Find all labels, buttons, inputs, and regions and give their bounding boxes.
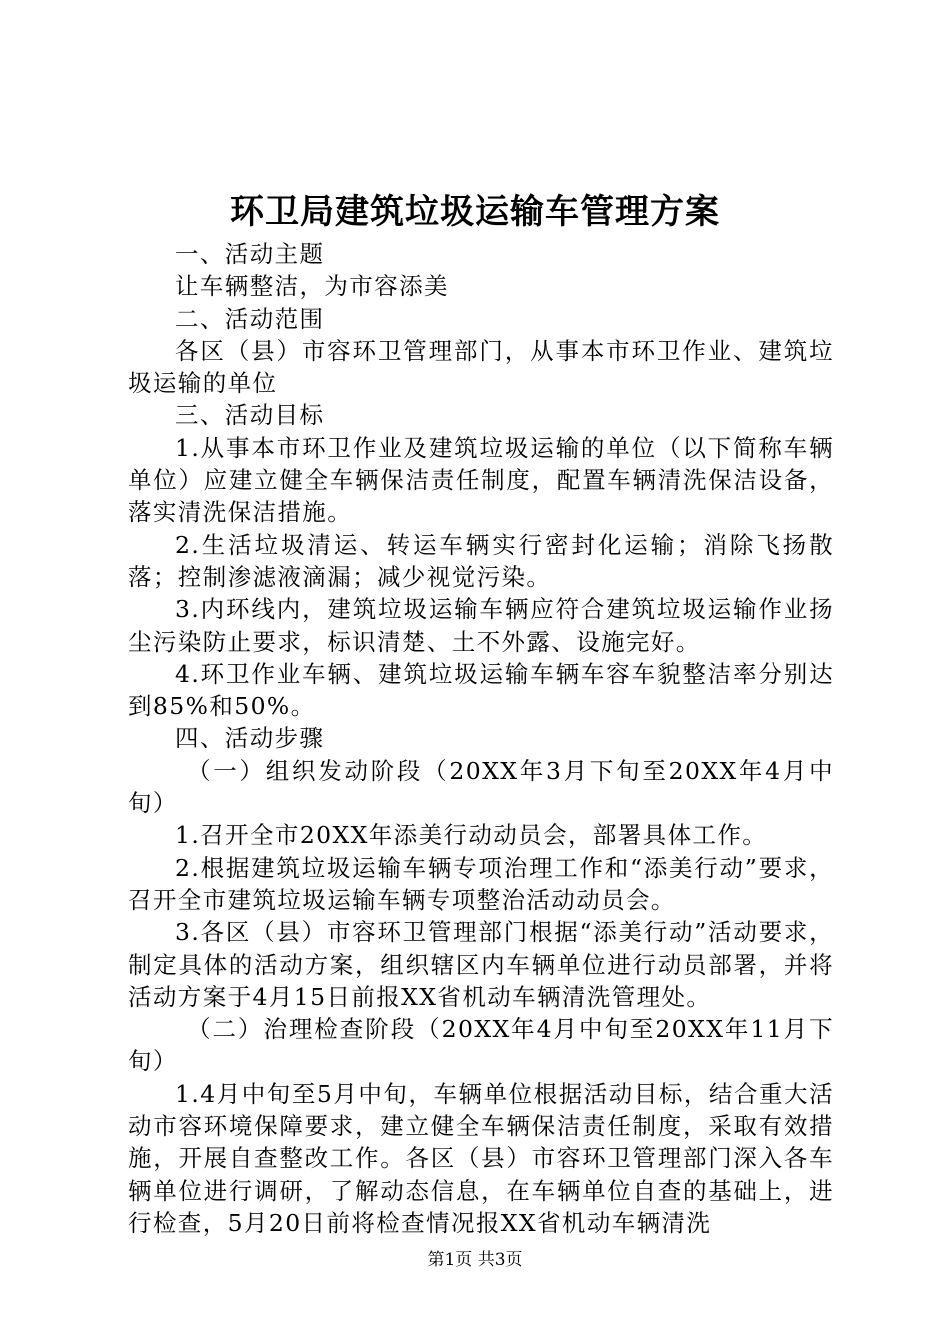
subsection-heading: （二）治理检查阶段（20XX年4月中旬至20XX年11月下旬） — [128, 1015, 834, 1076]
document-body — [128, 238, 834, 1239]
section-heading: 一、活动主题 — [175, 240, 325, 268]
paragraph: 2.根据建筑垃圾运输车辆专项治理工作和“添美行动”要求，召开全市建筑垃圾运输车辆专项整治活动动员会。 — [128, 853, 834, 914]
paragraph: 各区（县）市容环卫管理部门，从事本市环卫作业、建筑垃圾运输的单位 — [128, 336, 834, 398]
page-footer: 第1页 共3页 — [427, 1250, 523, 1270]
document-title: 环卫局建筑垃圾运输车管理方案 — [230, 192, 720, 232]
paragraph: 让车辆整洁，为市容添美 — [175, 272, 449, 301]
paragraph: 1.从事本市环卫作业及建筑垃圾运输的单位（以下简称车辆单位）应建立健全车辆保洁责任制度，配置车辆清洗保洁设备，落实清洗保洁措施。 — [128, 433, 834, 527]
paragraph: 3.内环线内，建筑垃圾运输车辆应符合建筑垃圾运输作业扬尘污染防止要求，标识清楚、土不外露、设施完好。 — [128, 595, 834, 656]
paragraph: 2.生活垃圾清运、转运车辆实行密封化运输；消除飞扬散落；控制渗滤液滴漏；减少视觉污染。 — [128, 530, 834, 591]
section-heading: 三、活动目标 — [175, 401, 325, 430]
paragraph: 4.环卫作业车辆、建筑垃圾运输车辆车容车貌整洁率分别达到85%和50%。 — [128, 659, 834, 721]
section-heading: 二、活动范围 — [175, 304, 325, 333]
paragraph: 1.4月中旬至5月中旬，车辆单位根据活动目标，结合重大活动市容环境保障要求，建立健全车辆保洁责任制度，采取有效措施，开展自查整改工作。各区（县）市容环卫管理部门深入各车辆单位进行调研，了解动态信息，在车辆单位自查的基础上，进行检查，5月20日前将检查情况报XX省机动车辆清洗 — [128, 1079, 834, 1237]
paragraph: 3.各区（县）市容环卫管理部门根据“添美行动”活动要求，制定具体的活动方案，组织辖区内车辆单位进行动员部署，并将活动方案于4月15日前报XX省机动车辆清洗管理处。 — [128, 918, 834, 1011]
paragraph: 1.召开全市20XX年添美行动动员会，部署具体工作。 — [175, 821, 768, 850]
subsection-heading: （一）组织发动阶段（20XX年3月下旬至20XX年4月中旬） — [128, 756, 834, 818]
section-heading: 四、活动步骤 — [175, 724, 325, 753]
